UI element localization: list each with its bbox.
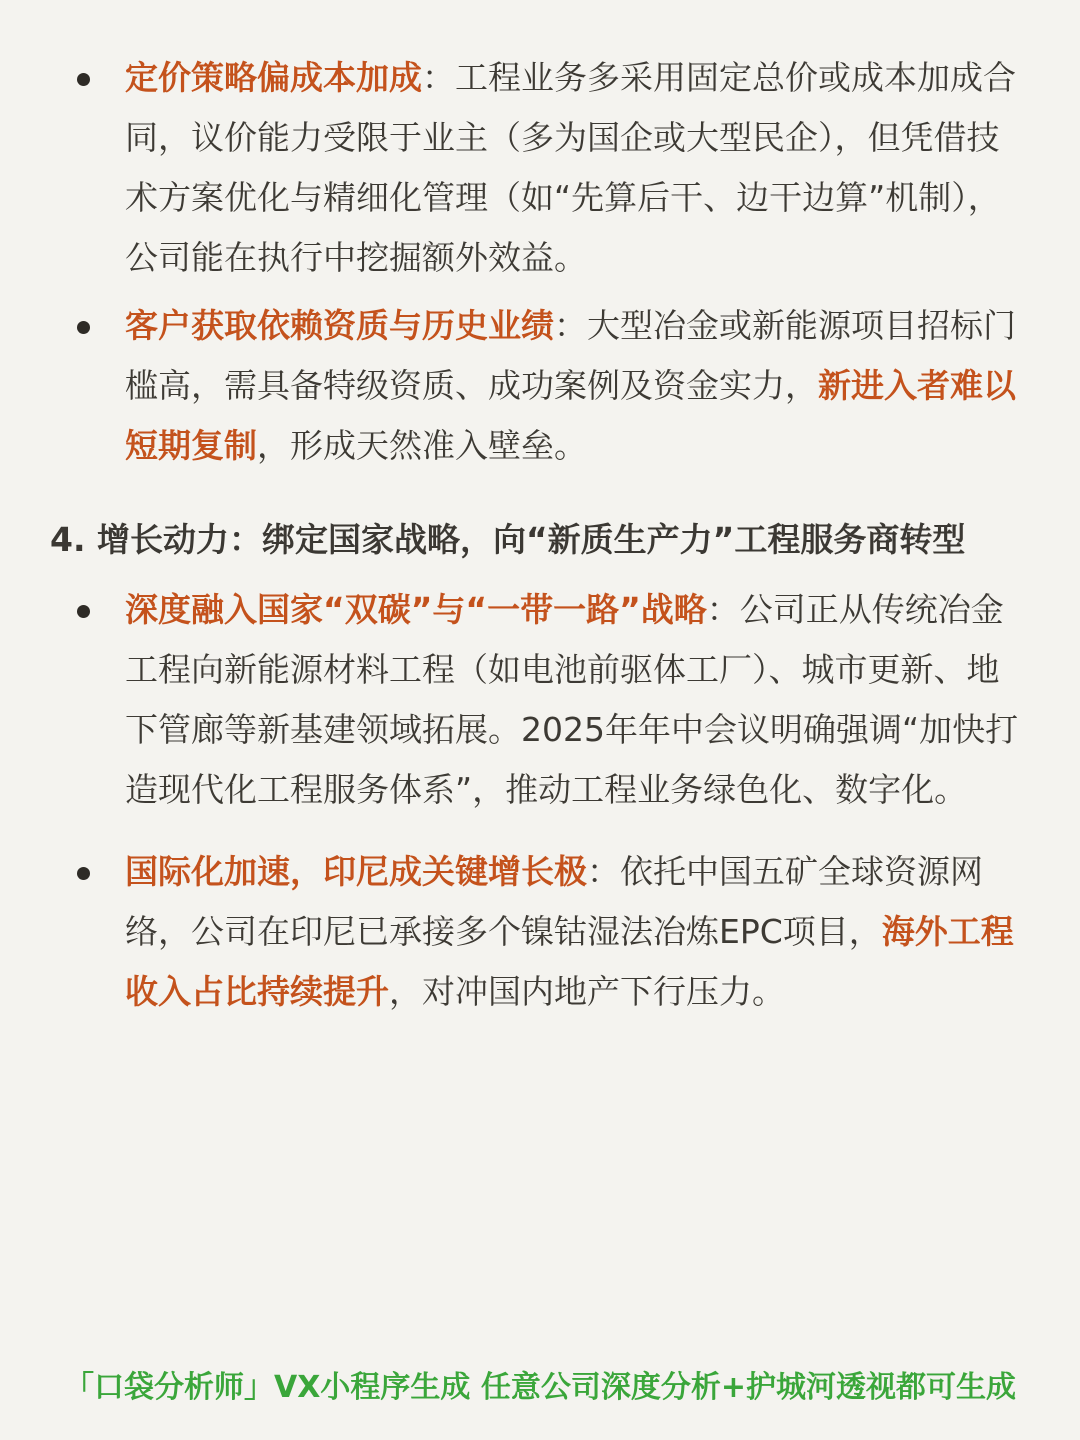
bullet-text: ：依托中国五矿全球资源网络，公司在印尼已承接多个镍钴湿法冶炼EPC项目， xyxy=(125,852,983,951)
bullet-list-top xyxy=(50,48,1025,476)
bullet-dot-icon xyxy=(77,321,90,334)
bullet-inline-highlight: 新进入者难以短期复制 xyxy=(125,366,1016,465)
section-heading-4: 4. 增长动力：绑定国家战略，向“新质生产力”工程服务商转型 xyxy=(50,520,966,559)
bullet-text: ，对冲国内地产下行压力。 xyxy=(389,972,785,1011)
bullet-text: ：工程业务多采用固定总价或成本加成合同，议价能力受限于业主（多为国企或大型民企），但凭借技术方案优化与精细化管理（如“先算后干、边干边算”机制），公司能在执行中挖掘额外效益。 xyxy=(125,58,1016,277)
bullet-dot-icon xyxy=(77,867,90,880)
bullet-item-strategy xyxy=(50,580,1025,820)
bullet-highlight: 客户获取依赖资质与历史业绩 xyxy=(125,306,554,345)
bullet-list-section4 xyxy=(50,580,1025,1022)
bullet-text: ：大型冶金或新能源项目招标门槛高，需具备特级资质、成功案例及资金实力， xyxy=(125,306,1016,405)
bullet-dot-icon xyxy=(77,605,90,618)
bullet-highlight: 定价策略偏成本加成 xyxy=(125,58,422,97)
bullet-item-pricing xyxy=(50,48,1025,288)
bullet-text: ，形成天然准入壁垒。 xyxy=(257,426,587,465)
bullet-text: ：公司正从传统冶金工程向新能源材料工程（如电池前驱体工厂）、城市更新、地下管廊等新基建领域拓展。2025年年中会议明确强调“加快打造现代化工程服务体系”，推动工程业务绿色化、数字化。 xyxy=(125,590,1019,809)
article-content xyxy=(50,48,1025,1044)
footer-promo-text: 「口袋分析师」VX小程序生成 任意公司深度分析+护城河透视都可生成 xyxy=(64,1370,1016,1405)
bullet-item-international xyxy=(50,842,1025,1022)
bullet-item-customer xyxy=(50,296,1025,476)
bullet-highlight: 深度融入国家“双碳”与“一带一路”战略 xyxy=(125,590,707,629)
bullet-dot-icon xyxy=(77,73,90,86)
bullet-highlight: 国际化加速，印尼成关键增长极 xyxy=(125,852,587,891)
bullet-inline-highlight: 海外工程收入占比持续提升 xyxy=(125,912,1014,1011)
